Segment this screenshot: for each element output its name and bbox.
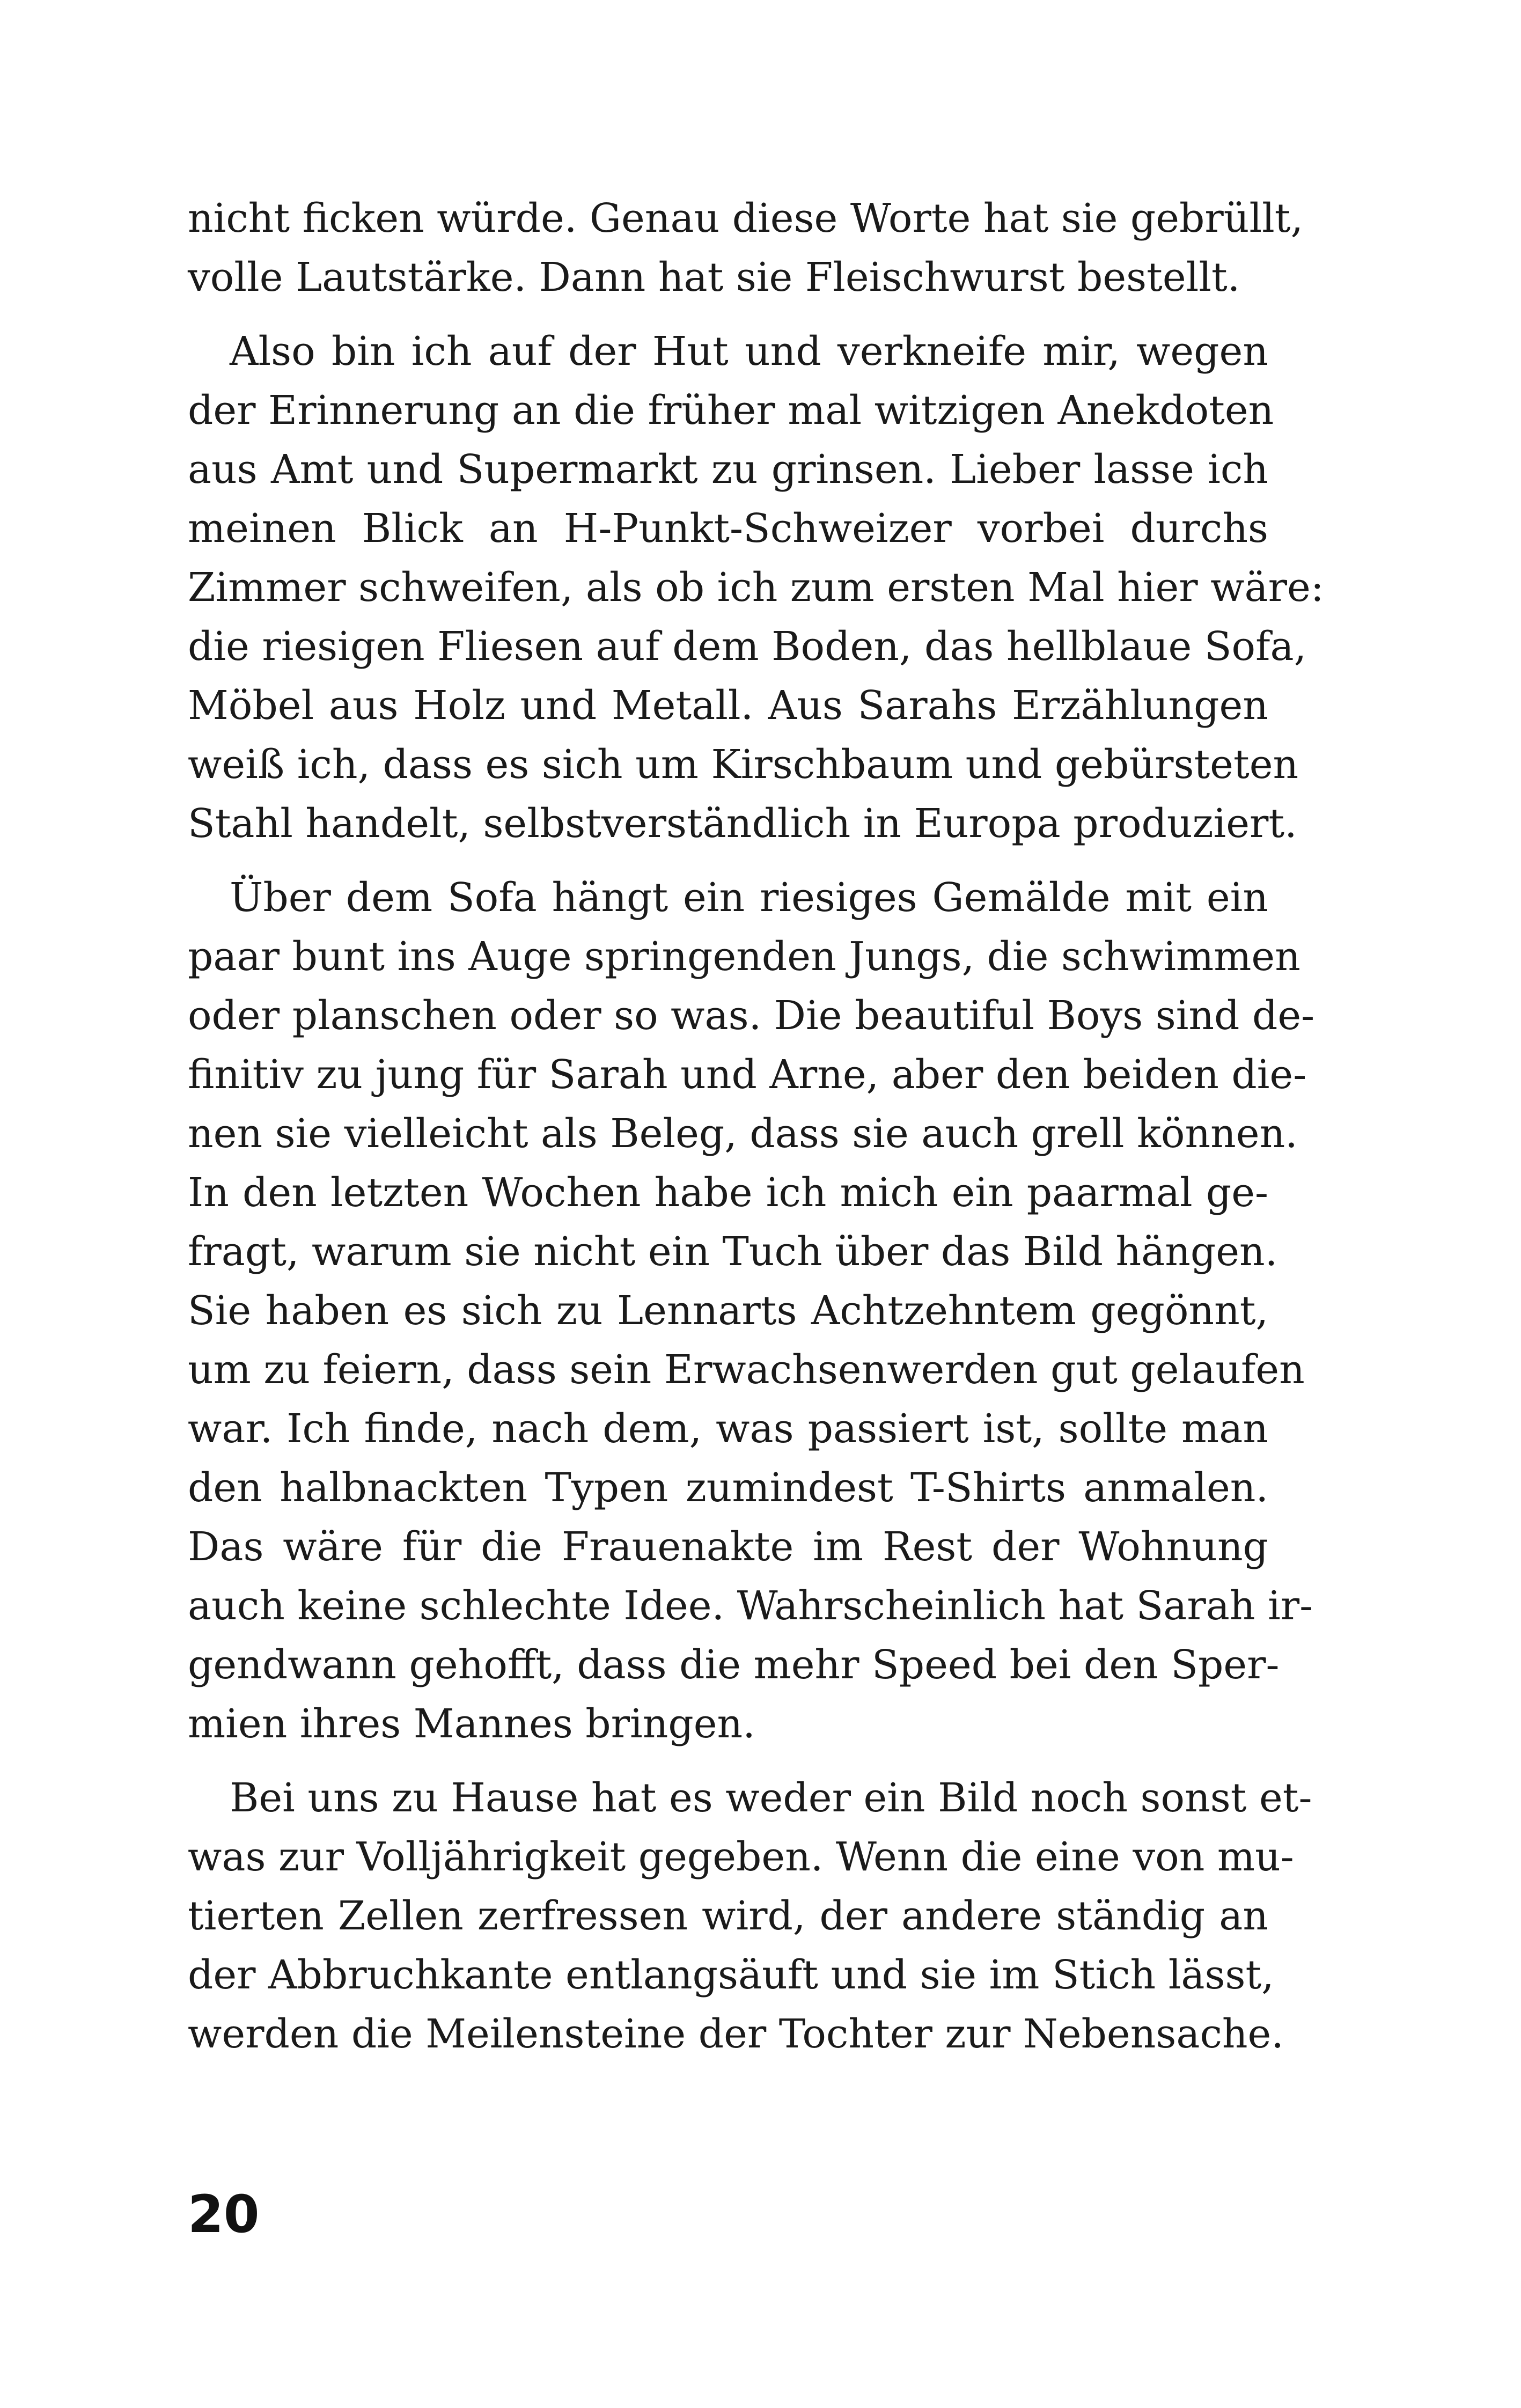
text-line: In den letzten Wochen habe ich mich ein paarmal ge-: [188, 1170, 1268, 1216]
text-line: werden die Meilensteine der Tochter zur Nebensache.: [188, 2011, 1284, 2057]
text-line: Stahl handelt, selbstverständlich in Europa produziert.: [188, 801, 1297, 847]
text-line: Sie haben es sich zu Lennarts Achtzehntem gegönnt,: [188, 1288, 1268, 1334]
paragraph-2: [188, 322, 1324, 853]
text-line: Über dem Sofa hängt ein riesiges Gemälde mit ein: [230, 875, 1268, 921]
text-line: oder planschen oder so was. Die beautiful Boys sind de-: [188, 993, 1315, 1039]
text-line: finitiv zu jung für Sarah und Arne, aber den beiden die-: [188, 1052, 1307, 1098]
text-line: gendwann gehofft, dass die mehr Speed bei den Sper-: [188, 1642, 1280, 1688]
paragraph-4: [188, 1768, 1312, 2064]
text-line: um zu feiern, dass sein Erwachsenwerden gut gelaufen: [188, 1347, 1305, 1393]
text-line: paar bunt ins Auge springenden Jungs, die schwimmen: [188, 934, 1300, 980]
text-line: Bei uns zu Hause hat es weder ein Bild noch sonst et-: [230, 1775, 1312, 1821]
text-line: Das wäre für die Frauenakte im Rest der Wohnung: [188, 1524, 1268, 1570]
text-line: was zur Volljährigkeit gegeben. Wenn die eine von mu-: [188, 1834, 1294, 1880]
text-line: der Abbruchkante entlangsäuft und sie im Stich lässt,: [188, 1952, 1274, 1998]
text-line: die riesigen Fliesen auf dem Boden, das hellblaue Sofa,: [188, 623, 1307, 670]
text-line: Also bin ich auf der Hut und verkneife mir, wegen: [230, 328, 1268, 375]
text-line: der Erinnerung an die früher mal witzigen Anekdoten: [188, 387, 1274, 434]
body-text: [188, 189, 1324, 2064]
text-line: war. Ich finde, nach dem, was passiert ist, sollte man: [188, 1406, 1268, 1452]
text-line: volle Lautstärke. Dann hat sie Fleischwurst bestellt.: [188, 254, 1240, 300]
text-line: Zimmer schweifen, als ob ich zum ersten Mal hier wäre:: [188, 564, 1324, 611]
paragraph-3: [188, 868, 1315, 1753]
text-line: nen sie vielleicht als Beleg, dass sie auch grell können.: [188, 1111, 1298, 1157]
text-line: fragt, warum sie nicht ein Tuch über das Bild hängen.: [188, 1229, 1278, 1275]
text-line: nicht ficken würde. Genau diese Worte hat sie gebrüllt,: [188, 195, 1304, 241]
text-line: auch keine schlechte Idee. Wahrscheinlich hat Sarah ir-: [188, 1583, 1313, 1629]
text-line: meinen Blick an H-Punkt-Schweizer vorbei durchs: [188, 505, 1268, 552]
text-line: mien ihres Mannes bringen.: [188, 1701, 755, 1747]
text-line: tierten Zellen zerfressen wird, der andere ständig an: [188, 1893, 1268, 1939]
text-line: aus Amt und Supermarkt zu grinsen. Lieber lasse ich: [188, 446, 1268, 493]
text-line: weiß ich, dass es sich um Kirschbaum und gebürsteten: [188, 742, 1299, 788]
text-line: den halbnackten Typen zumindest T-Shirts anmalen.: [188, 1465, 1268, 1511]
page-number: 20: [188, 2184, 260, 2244]
paragraph-1: [188, 189, 1304, 307]
text-line: Möbel aus Holz und Metall. Aus Sarahs Erzählungen: [188, 682, 1268, 729]
